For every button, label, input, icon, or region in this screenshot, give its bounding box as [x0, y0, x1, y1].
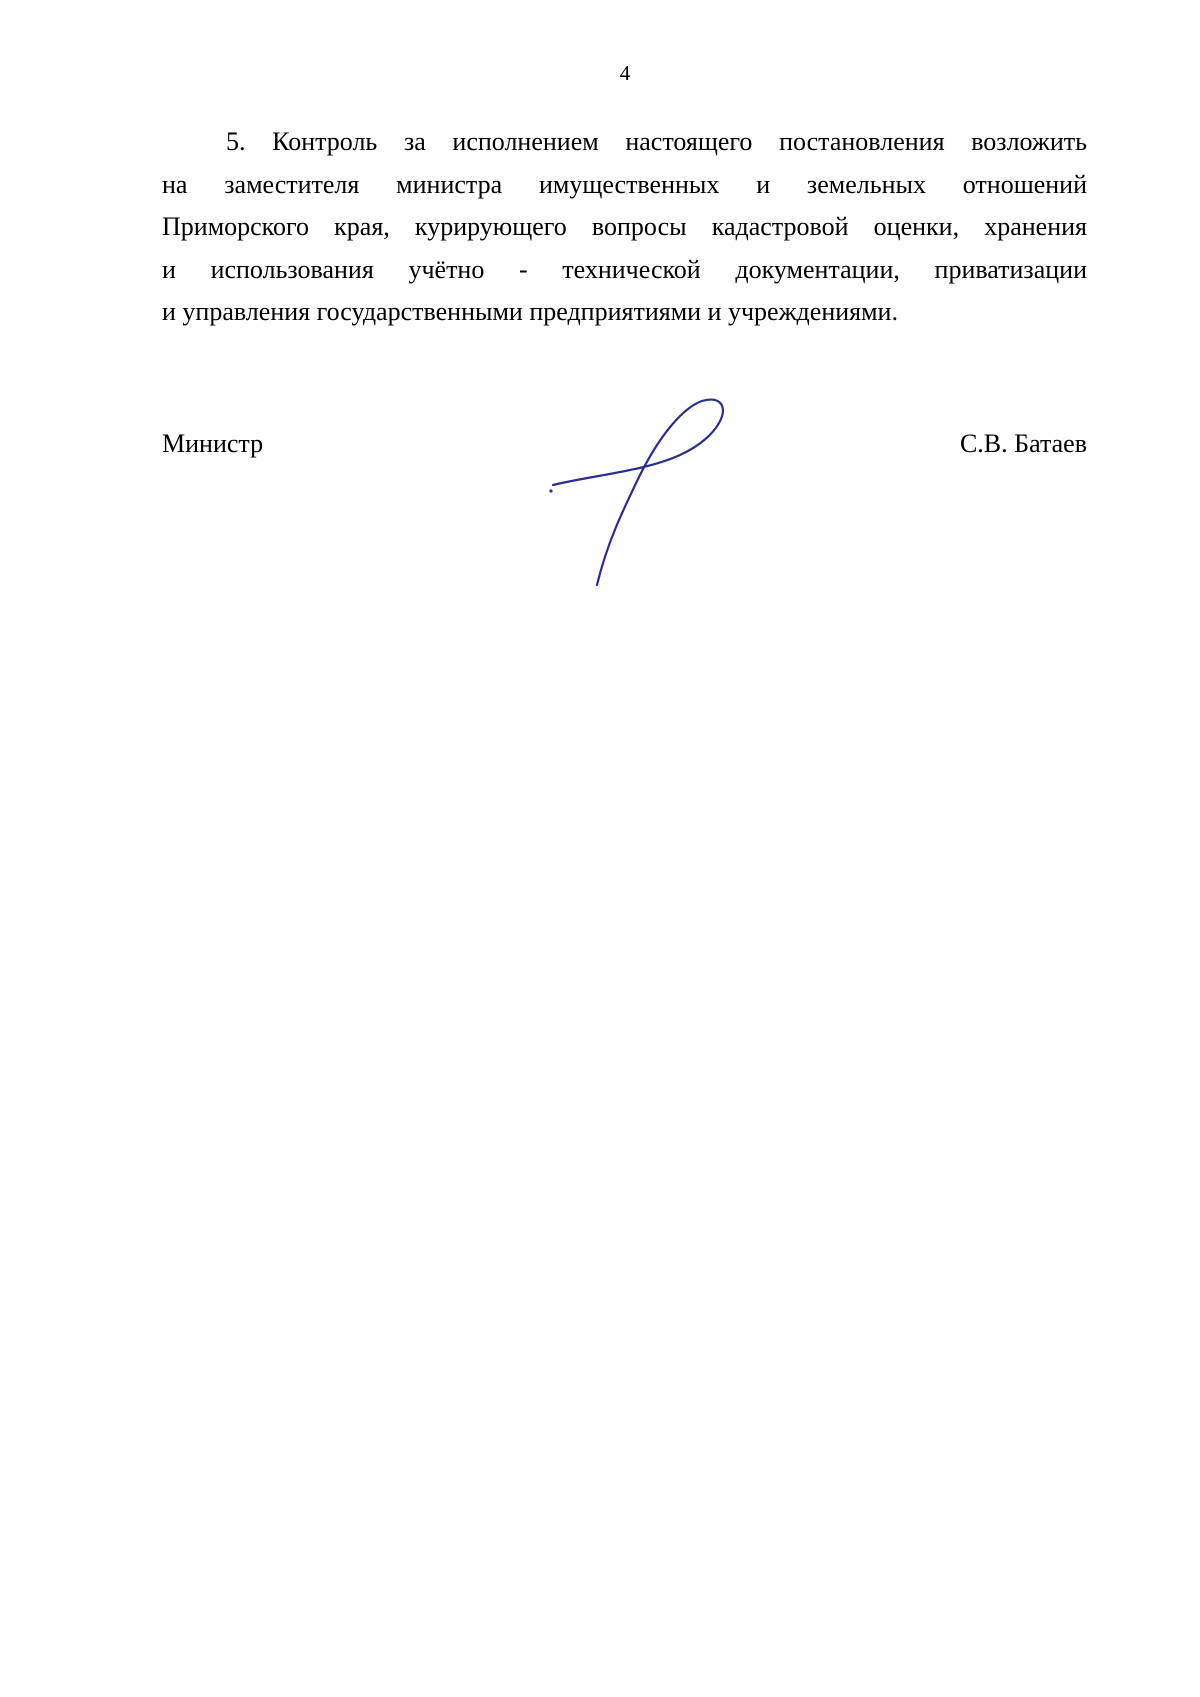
page-number: 4: [619, 61, 631, 85]
signature-dot: [549, 489, 552, 492]
paragraph-line: 5. Контроль за исполнением настоящего постановления возложить: [226, 127, 1087, 156]
paragraph-line: Приморского края, курирующего вопросы кадастровой оценки, хранения: [162, 212, 1087, 241]
signatory-title: Министр: [162, 429, 264, 458]
signature-stroke: [553, 400, 723, 585]
paragraph-line: и управления государственными предприятиями и учреждениями.: [162, 297, 898, 326]
paragraph-line: и использования учётно - технической документации, приватизации: [162, 254, 1087, 284]
paragraph-line: на заместителя министра имущественных и земельных отношений: [162, 169, 1087, 199]
paragraph-item-5: [162, 121, 1087, 334]
signatory-name: С.В. Батаев: [959, 429, 1087, 458]
handwritten-signature: [545, 395, 755, 595]
